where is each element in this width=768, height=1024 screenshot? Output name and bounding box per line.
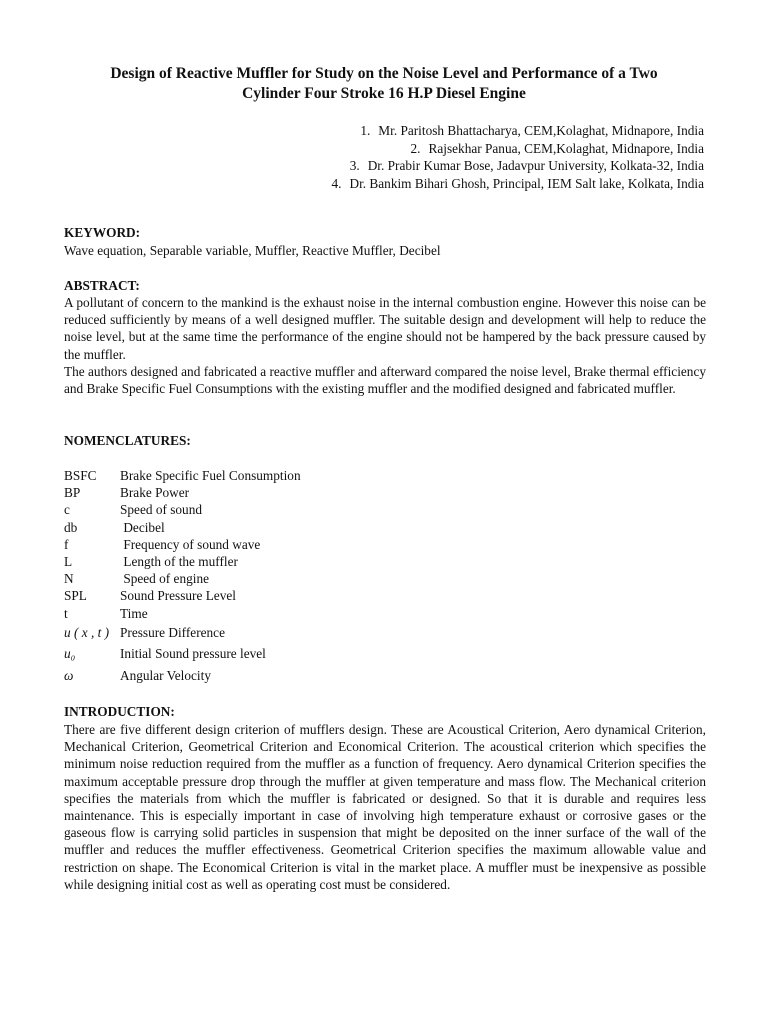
abstract-body bbox=[64, 294, 706, 397]
nomenclature-description: Brake Specific Fuel Consumption bbox=[120, 468, 301, 483]
nomenclature-row bbox=[64, 501, 464, 518]
author-row bbox=[331, 122, 704, 140]
introduction-text: There are five different design criterion of mufflers design. These are Acoustical Criterion, Aero dynamical Criterion, Mechanical Criterion, Geometrical Criterion and Economical Criterion. The acoustical criterion which specifies the minimum noise reduction required from the muffler as a function of frequency. Aero dynamical Criterion specifies the maximum acceptable pressure drop through the muffler at given temperature and mass flow. The Mechanical criterion specifies the materials from which the muffler is fabricated or designed. So that it is durable and requires less maintenance. This is especially important in case of involving high temperature exhaust or corrosive gases or the gaseous flow is carrying solid particles in suspension that might be deposited on the inner surface of the wall of the muffler and reduces the muffler effectiveness. Geometrical Criterion specifies the maximum allowable value and restriction on shape. The Economical Criterion is vital in the market place. A muffler must be inexpensive as possible while designing initial cost as well as operating cost must be considered. bbox=[64, 722, 706, 892]
nomenclature-row bbox=[64, 519, 464, 536]
nomenclature-description: Pressure Difference bbox=[120, 624, 225, 640]
author-text: Dr. Prabir Kumar Bose, Jadavpur University, Kolkata-32, India bbox=[367, 158, 704, 173]
nomenclature-description: Time bbox=[120, 605, 148, 621]
nomenclature-description: Angular Velocity bbox=[120, 667, 211, 683]
nomenclature-symbol: ω bbox=[64, 667, 74, 683]
nomenclature-description: Sound Pressure Level bbox=[120, 588, 236, 604]
introduction-heading: INTRODUCTION: bbox=[64, 704, 175, 719]
keyword-text: Wave equation, Separable variable, Muffler, Reactive Muffler, Decibel bbox=[64, 243, 441, 258]
nomenclature-row bbox=[64, 484, 464, 501]
nomenclature-row bbox=[64, 587, 464, 604]
nomenclature-symbol: SPL bbox=[64, 588, 87, 604]
author-text: Mr. Paritosh Bhattacharya, CEM,Kolaghat, Midnapore, India bbox=[378, 123, 704, 138]
author-list bbox=[331, 122, 704, 192]
nomenclature-symbol: L bbox=[64, 553, 73, 569]
nomenclature-description: Brake Power bbox=[120, 485, 190, 501]
abstract-paragraph-2: The authors designed and fabricated a reactive muffler and afterward compared the noise level, Brake thermal efficiency and Brake Specific Fuel Consumptions with the existing muffler and the modified designed and fabricated muffler. bbox=[64, 363, 706, 397]
nomenclature-description: Initial Sound pressure level bbox=[120, 646, 266, 662]
nomenclature-symbol: db bbox=[64, 519, 78, 535]
nomenclature-row bbox=[64, 570, 464, 587]
nomenclature-list bbox=[64, 467, 464, 686]
nomenclature-symbol: t bbox=[64, 605, 68, 621]
nomenclature-symbol: f bbox=[64, 536, 69, 552]
abstract-paragraph-1: A pollutant of concern to the mankind is the exhaust noise in the internal combustion engine. However this noise can be reduced sufficiently by means of a well designed muffler. The suitable design and development will help to reduce the noise level, but at the same time the performance of the engine should not be hampered by the back pressure caused by the muffler. bbox=[64, 295, 706, 362]
nomenclature-symbol: c bbox=[64, 502, 70, 518]
nomenclature-row bbox=[64, 643, 464, 665]
author-row bbox=[331, 175, 704, 193]
author-number: 3. bbox=[349, 158, 360, 173]
author-number: 2. bbox=[410, 140, 421, 156]
nomenclature-symbol: u₀ bbox=[64, 646, 76, 662]
nomenclature-row bbox=[64, 605, 464, 622]
nomenclature-description: Frequency of sound wave bbox=[120, 536, 261, 552]
title-line-1: Design of Reactive Muffler for Study on the Noise Level and Performance of a Two bbox=[110, 65, 658, 82]
nomenclature-row bbox=[64, 553, 464, 570]
nomenclature-symbol: u ( x , t ) bbox=[64, 624, 110, 640]
keyword-heading: KEYWORD: bbox=[64, 225, 141, 240]
title-line-2: Cylinder Four Stroke 16 H.P Diesel Engine bbox=[242, 85, 526, 102]
author-text: Rajsekhar Panua, CEM,Kolaghat, Midnapore, India bbox=[428, 140, 704, 156]
paper-title bbox=[40, 64, 728, 104]
nomenclature-row bbox=[64, 665, 464, 687]
author-number: 1. bbox=[360, 123, 371, 138]
nomenclature-symbol: BP bbox=[64, 485, 81, 501]
abstract-heading: ABSTRACT: bbox=[64, 278, 140, 293]
nomenclature-row bbox=[64, 536, 464, 553]
author-row bbox=[331, 157, 704, 175]
nomenclature-symbol: N bbox=[64, 571, 74, 587]
author-row bbox=[331, 140, 704, 158]
nomenclature-description: Decibel bbox=[120, 519, 165, 535]
author-number: 4. bbox=[331, 175, 342, 191]
nomenclature-description: Speed of engine bbox=[120, 571, 209, 587]
nomenclature-description: Length of the muffler bbox=[120, 553, 238, 569]
author-text: Dr. Bankim Bihari Ghosh, Principal, IEM Salt lake, Kolkata, India bbox=[349, 175, 704, 191]
nomenclature-heading: NOMENCLATURES: bbox=[64, 433, 191, 448]
nomenclature-symbol: BSFC bbox=[64, 468, 97, 483]
nomenclature-row bbox=[64, 467, 464, 484]
nomenclature-row bbox=[64, 622, 464, 644]
nomenclature-description: Speed of sound bbox=[120, 502, 202, 518]
